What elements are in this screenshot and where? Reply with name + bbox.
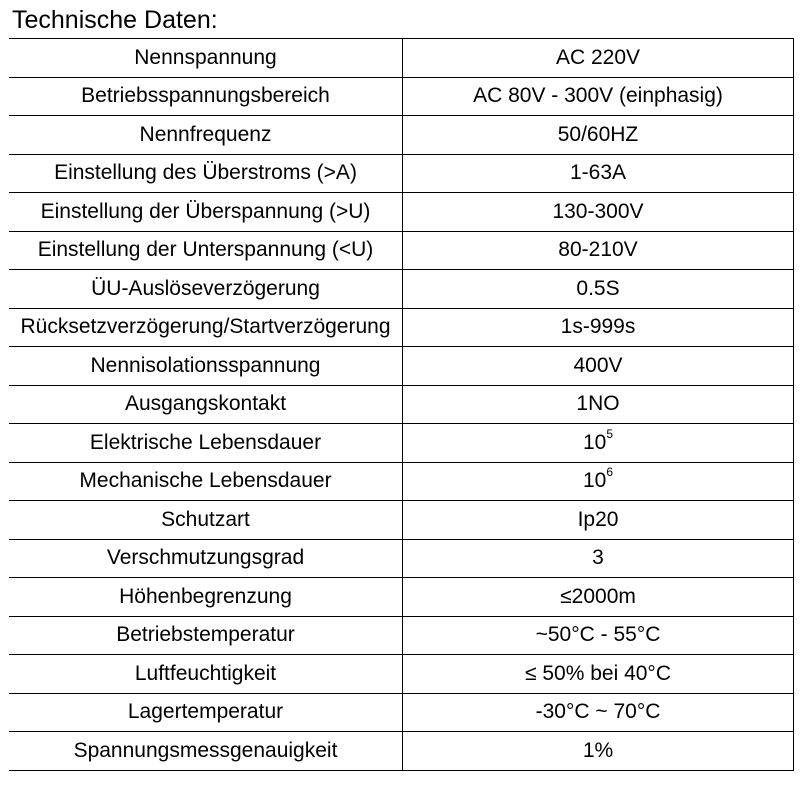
spec-label: Lagertemperatur: [9, 693, 403, 732]
spec-value: [403, 424, 794, 463]
table-row: [9, 693, 794, 732]
table-row: [9, 462, 794, 501]
value-exponent: 6: [606, 465, 614, 480]
value-base: 10: [582, 469, 607, 493]
table-row: [9, 154, 794, 193]
spec-value: -30°C ~ 70°C: [403, 693, 794, 732]
spec-label: Elektrische Lebensdauer: [9, 424, 403, 463]
spec-value: 1%: [403, 732, 794, 771]
spec-value: 3: [403, 539, 794, 578]
spec-value: 80-210V: [403, 231, 794, 270]
spec-value: AC 80V - 300V (einphasig): [403, 77, 794, 116]
table-row: [9, 270, 794, 309]
spec-label: Höhenbegrenzung: [9, 578, 403, 617]
spec-value: 400V: [403, 347, 794, 386]
spec-value: 1s-999s: [403, 308, 794, 347]
table-row: [9, 347, 794, 386]
spec-label: Schutzart: [9, 501, 403, 540]
table-row: [9, 385, 794, 424]
spec-value: 50/60HZ: [403, 116, 794, 155]
specs-table: [9, 38, 794, 771]
spec-value: Ip20: [403, 501, 794, 540]
spec-label: Einstellung der Unterspannung (<U): [9, 231, 403, 270]
table-row: [9, 116, 794, 155]
spec-label: Betriebstemperatur: [9, 616, 403, 655]
spec-label: Mechanische Lebensdauer: [9, 462, 403, 501]
spec-value: 130-300V: [403, 193, 794, 232]
spec-label: Einstellung der Überspannung (>U): [9, 193, 403, 232]
page-title: Technische Daten:: [12, 6, 218, 34]
table-row: [9, 732, 794, 771]
spec-value: 1-63A: [403, 154, 794, 193]
table-row: [9, 231, 794, 270]
table-row: [9, 578, 794, 617]
table-row: [9, 539, 794, 578]
table-row: [9, 501, 794, 540]
table-row: [9, 616, 794, 655]
table-row: [9, 193, 794, 232]
table-row: [9, 424, 794, 463]
spec-label: Betriebsspannungsbereich: [9, 77, 403, 116]
spec-label: Verschmutzungsgrad: [9, 539, 403, 578]
spec-label: Ausgangskontakt: [9, 385, 403, 424]
spec-label: Einstellung des Überstroms (>A): [9, 154, 403, 193]
spec-label: Nennisolationsspannung: [9, 347, 403, 386]
table-row: [9, 77, 794, 116]
spec-value: 0.5S: [403, 270, 794, 309]
spec-value: ~50°C - 55°C: [403, 616, 794, 655]
spec-value: AC 220V: [403, 39, 794, 78]
spec-label: Nennfrequenz: [9, 116, 403, 155]
value-base: 10: [582, 430, 607, 454]
table-row: [9, 39, 794, 78]
spec-value: 1NO: [403, 385, 794, 424]
spec-label: ÜU-Auslöseverzögerung: [9, 270, 403, 309]
spec-label: Luftfeuchtigkeit: [9, 655, 403, 694]
spec-label: Rücksetzverzögerung/Startverzögerung: [9, 308, 403, 347]
spec-label: Spannungsmessgenauigkeit: [9, 732, 403, 771]
spec-value: ≤ 50% bei 40°C: [403, 655, 794, 694]
value-exponent: 5: [606, 426, 614, 441]
spec-label: Nennspannung: [9, 39, 403, 78]
spec-value: [403, 462, 794, 501]
table-row: [9, 308, 794, 347]
table-row: [9, 655, 794, 694]
spec-value: ≤2000m: [403, 578, 794, 617]
